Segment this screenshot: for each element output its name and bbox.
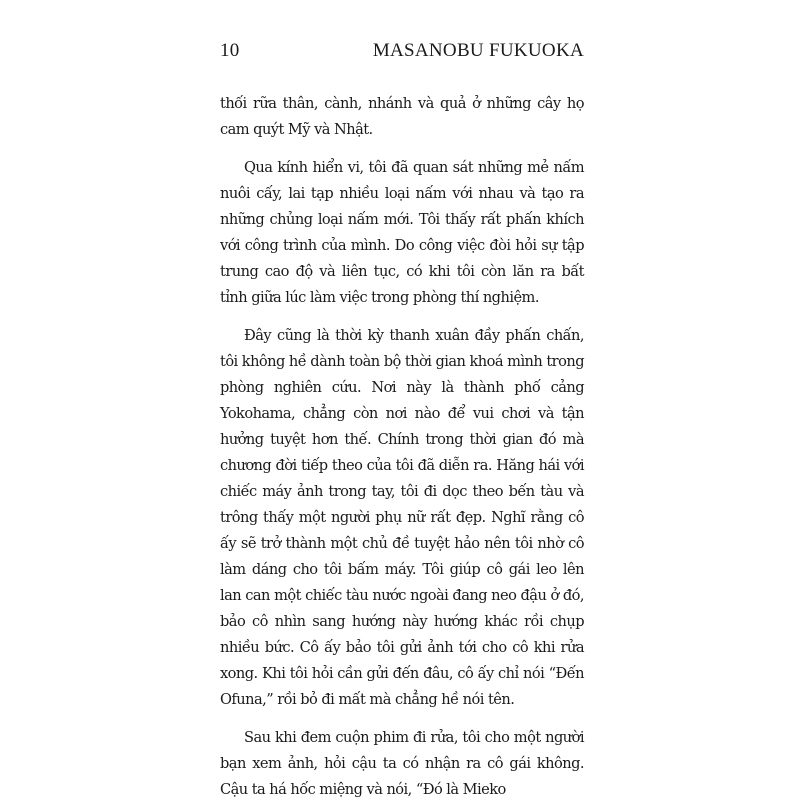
page-header	[220, 40, 584, 70]
paragraph-continuation: thối rữa thân, cành, nhánh và quả ở những cây họ cam quýt Mỹ và Nhật.	[220, 95, 584, 138]
page-body	[220, 91, 584, 800]
paragraph: Đây cũng là thời kỳ thanh xuân đầy phấn chấn, tôi không hề dành toàn bộ thời gian khoá mình trong phòng nghiên cứu. Nơi này là thành phố cảng Yokohama, chẳng còn nơi nào để vui chơi và tận hưởng tuyệt hơn thế. Chính trong thời gian đó mà chương đời tiếp theo của tôi đã diễn ra. Hăng hái với chiếc máy ảnh trong tay, tôi đi dọc theo bến tàu và trông thấy một người phụ nữ rất đẹp. Nghĩ rằng cô ấy sẽ trở thành một chủ đề tuyệt hảo nên tôi nhờ cô làm dáng cho tôi bấm máy. Tôi giúp cô gái leo lên lan can một chiếc tàu nước ngoài đang neo đậu ở đó, bảo cô nhìn sang hướng này hướng khác rồi chụp nhiều bức. Cô ấy bảo tôi gửi ảnh tới cho cô khi rửa xong. Khi tôi hỏi cần gửi đến đâu, cô ấy chỉ nói “Đến Ofuna,” rồi bỏ đi mất mà chẳng hề nói tên.	[220, 327, 584, 708]
paragraph: Sau khi đem cuộn phim đi rửa, tôi cho một người bạn xem ảnh, hỏi cậu ta có nhận ra cô gái không. Cậu ta há hốc miệng và nói, “Đó là Mieko	[220, 729, 584, 798]
running-head-author: MASANOBU FUKUOKA	[372, 40, 584, 61]
page-number: 10	[220, 40, 240, 61]
paragraph: Qua kính hiển vi, tôi đã quan sát những mẻ nấm nuôi cấy, lai tạp nhiều loại nấm với nhau và tạo ra những chủng loại nấm mới. Tôi thấy rất phấn khích với công trình của mình. Do công việc đòi hỏi sự tập trung cao độ và liên tục, có khi tôi còn lăn ra bất tỉnh giữa lúc làm việc trong phòng thí nghiệm.	[220, 159, 584, 306]
